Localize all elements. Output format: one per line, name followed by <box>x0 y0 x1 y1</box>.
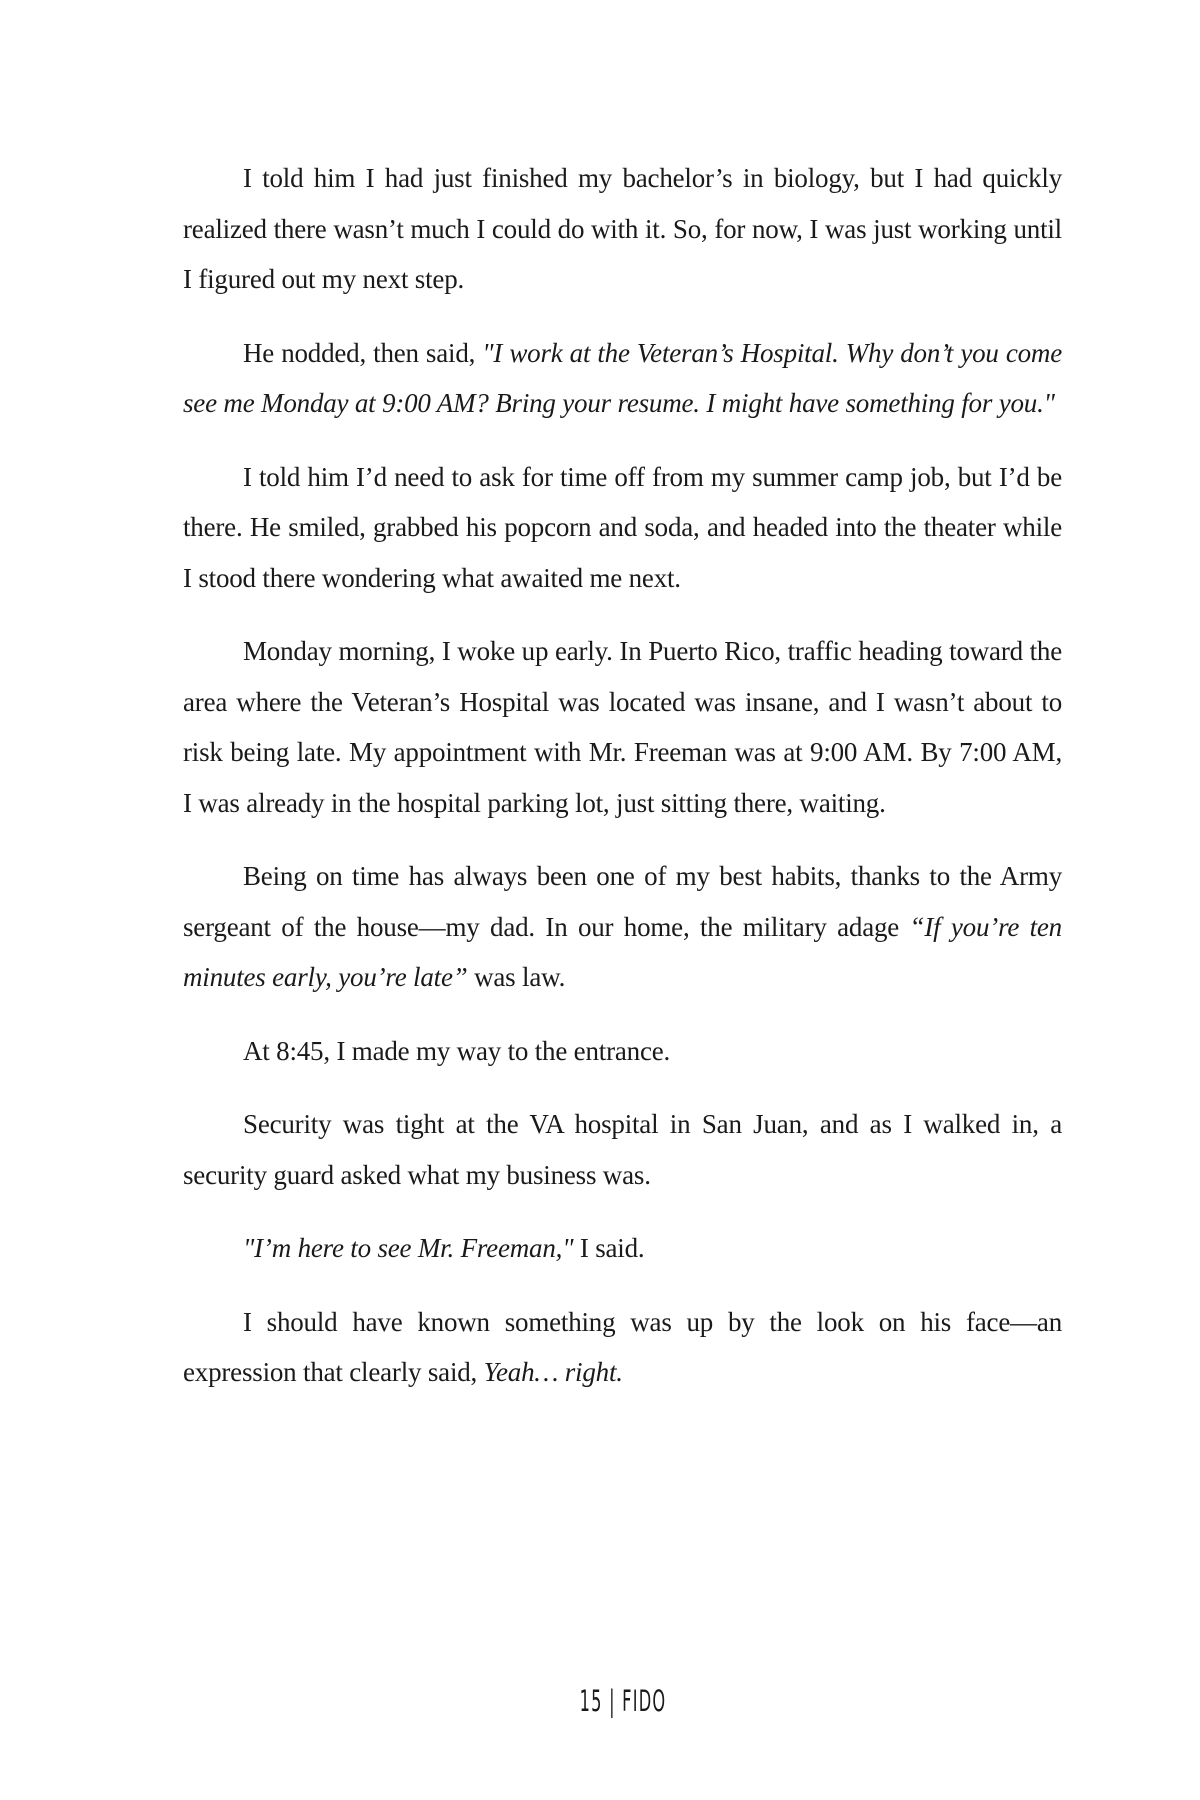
paragraph-2 <box>183 328 1062 429</box>
paragraph-text: He nodded, then said, <box>243 337 483 368</box>
paragraph-text: Security was tight at the VA hospital in San Juan, and as I walked in, a security guard asked what my business was. <box>183 1109 1062 1190</box>
paragraph-7 <box>183 1099 1062 1200</box>
inner-thought: Yeah… right. <box>483 1357 623 1387</box>
paragraph-3 <box>183 452 1062 604</box>
page-number: 15 <box>579 1684 603 1718</box>
paragraph-text: Monday morning, I woke up early. In Puerto Rico, traffic heading toward the area where the Veteran’s Hospital was located was insane, and I wasn’t about to risk being late. My appointment with Mr. Freeman was at 9:00 AM. By 7:00 AM, I was already in the hospital parking lot, just sitting there, waiting. <box>183 636 1062 818</box>
dialogue-quote: "I work at the Veteran’s Hospital. Why don’t you come see me Monday at 9:00 AM? Bring your resume. I might have something for you." <box>183 337 1062 418</box>
paragraph-text: I told him I had just finished my bachelor’s in biology, but I had quickly realized there wasn’t much I could do with it. So, for now, I was just working until I figured out my next step. <box>183 163 1062 294</box>
paragraph-text: I said. <box>573 1233 645 1263</box>
book-title: FIDO <box>622 1684 667 1718</box>
paragraph-text: I told him I’d need to ask for time off from my summer camp job, but I’d be there. He smiled, grabbed his popcorn and soda, and headed into the theater while I stood there wondering what awaited me next. <box>183 461 1062 593</box>
paragraph-text: was law. <box>467 962 566 992</box>
dialogue-quote: "I’m here to see Mr. Freeman," <box>243 1233 574 1263</box>
paragraph-1 <box>183 153 1062 305</box>
paragraph-6 <box>183 1026 1062 1077</box>
military-adage-quote: “If you’re ten minutes early, you’re late” <box>183 911 1062 992</box>
paragraph-5 <box>183 851 1062 1003</box>
paragraph-4 <box>183 626 1062 828</box>
paragraph-8 <box>183 1223 1062 1274</box>
footer-separator: | <box>609 1684 616 1718</box>
paragraph-9 <box>183 1297 1062 1398</box>
paragraph-text: At 8:45, I made my way to the entrance. <box>243 1035 671 1066</box>
paragraph-text: I should have known something was up by the look on his face—an expression that clearly said, <box>183 1306 1062 1387</box>
paragraph-text: Being on time has always been one of my best habits, thanks to the Army sergeant of the house—my dad. In our home, the military adage <box>183 861 1062 942</box>
page-body <box>183 153 1062 1421</box>
page-footer <box>237 1684 981 1718</box>
